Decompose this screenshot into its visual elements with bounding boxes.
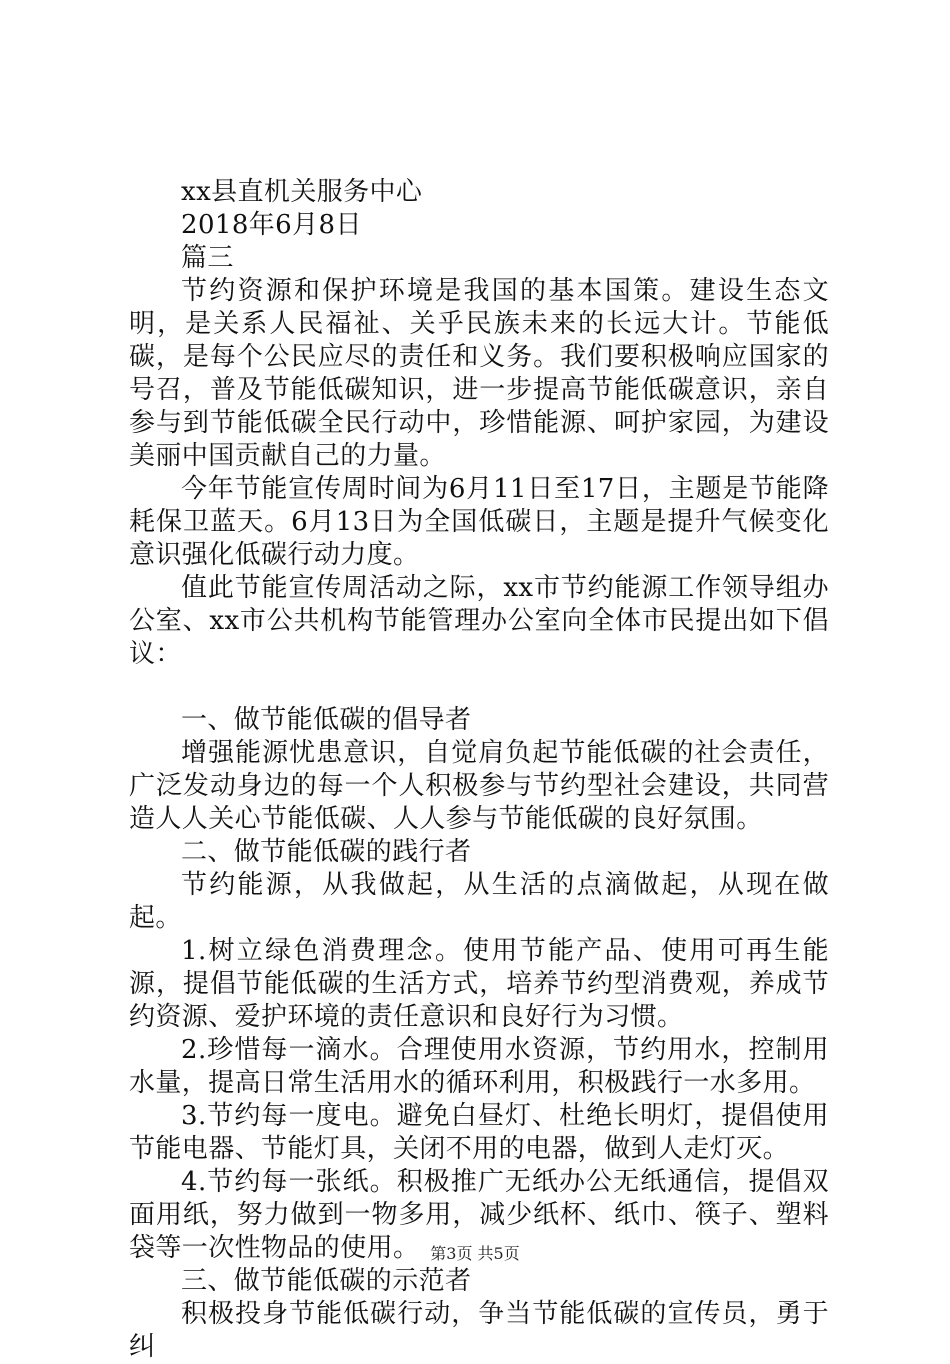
subheading: 一、做节能低碳的倡导者: [181, 705, 472, 735]
paragraph: 值此节能宣传周活动之际，xx市节约能源工作领导组办公室、xx市公共机构节能管理办公室向全体市民提出如下倡议：: [129, 573, 829, 669]
page-number: 第3页 共5页: [430, 1244, 520, 1263]
page-footer: [0, 1244, 950, 1264]
paragraph: 今年节能宣传周时间为6月11日至17日，主题是节能降耗保卫蓝天。6月13日为全国低碳日，主题是提升气候变化意识强化低碳行动力度。: [129, 474, 829, 570]
list-item: 1.树立绿色消费理念。使用节能产品、使用可再生能源，提倡节能低碳的生活方式，培养节约型消费观，养成节约资源、爱护环境的责任意识和良好行为习惯。: [129, 936, 829, 1032]
list-item: 2.珍惜每一滴水。合理使用水资源，节约用水，控制用水量，提高日常生活用水的循环利用，积极践行一水多用。: [129, 1035, 829, 1098]
subheading: 三、做节能低碳的示范者: [181, 1266, 472, 1296]
paragraph: 节约资源和保护环境是我国的基本国策。建设生态文明，是关系人民福祉、关乎民族未来的长远大计。节能低碳，是每个公民应尽的责任和义务。我们要积极响应国家的号召，普及节能低碳知识，进一步提高节能低碳意识，亲自参与到节能低碳全民行动中，珍惜能源、呵护家园，为建设美丽中国贡献自己的力量。: [129, 276, 829, 471]
date-line: 2018年6月8日: [181, 210, 362, 240]
section-heading: 篇三: [181, 243, 234, 273]
paragraph: 积极投身节能低碳行动，争当节能低碳的宣传员，勇于纠: [129, 1299, 829, 1362]
paragraph: 增强能源忧患意识，自觉肩负起节能低碳的社会责任，广泛发动身边的每一个人积极参与节约型社会建设，共同营造人人关心节能低碳、人人参与节能低碳的良好氛围。: [129, 738, 829, 834]
subheading: 二、做节能低碳的践行者: [181, 837, 472, 867]
issuer-line: xx县直机关服务中心: [181, 177, 423, 207]
list-item: 3.节约每一度电。避免白昼灯、杜绝长明灯，提倡使用节能电器、节能灯具，关闭不用的电器，做到人走灯灭。: [129, 1101, 829, 1164]
paragraph: 节约能源，从我做起，从生活的点滴做起，从现在做起。: [129, 870, 829, 933]
document-body: [129, 176, 829, 1364]
list-item: 4.节约每一张纸。积极推广无纸办公无纸通信，提倡双面用纸，努力做到一物多用，减少纸杯、纸巾、筷子、塑料袋等一次性物品的使用。: [129, 1167, 829, 1263]
